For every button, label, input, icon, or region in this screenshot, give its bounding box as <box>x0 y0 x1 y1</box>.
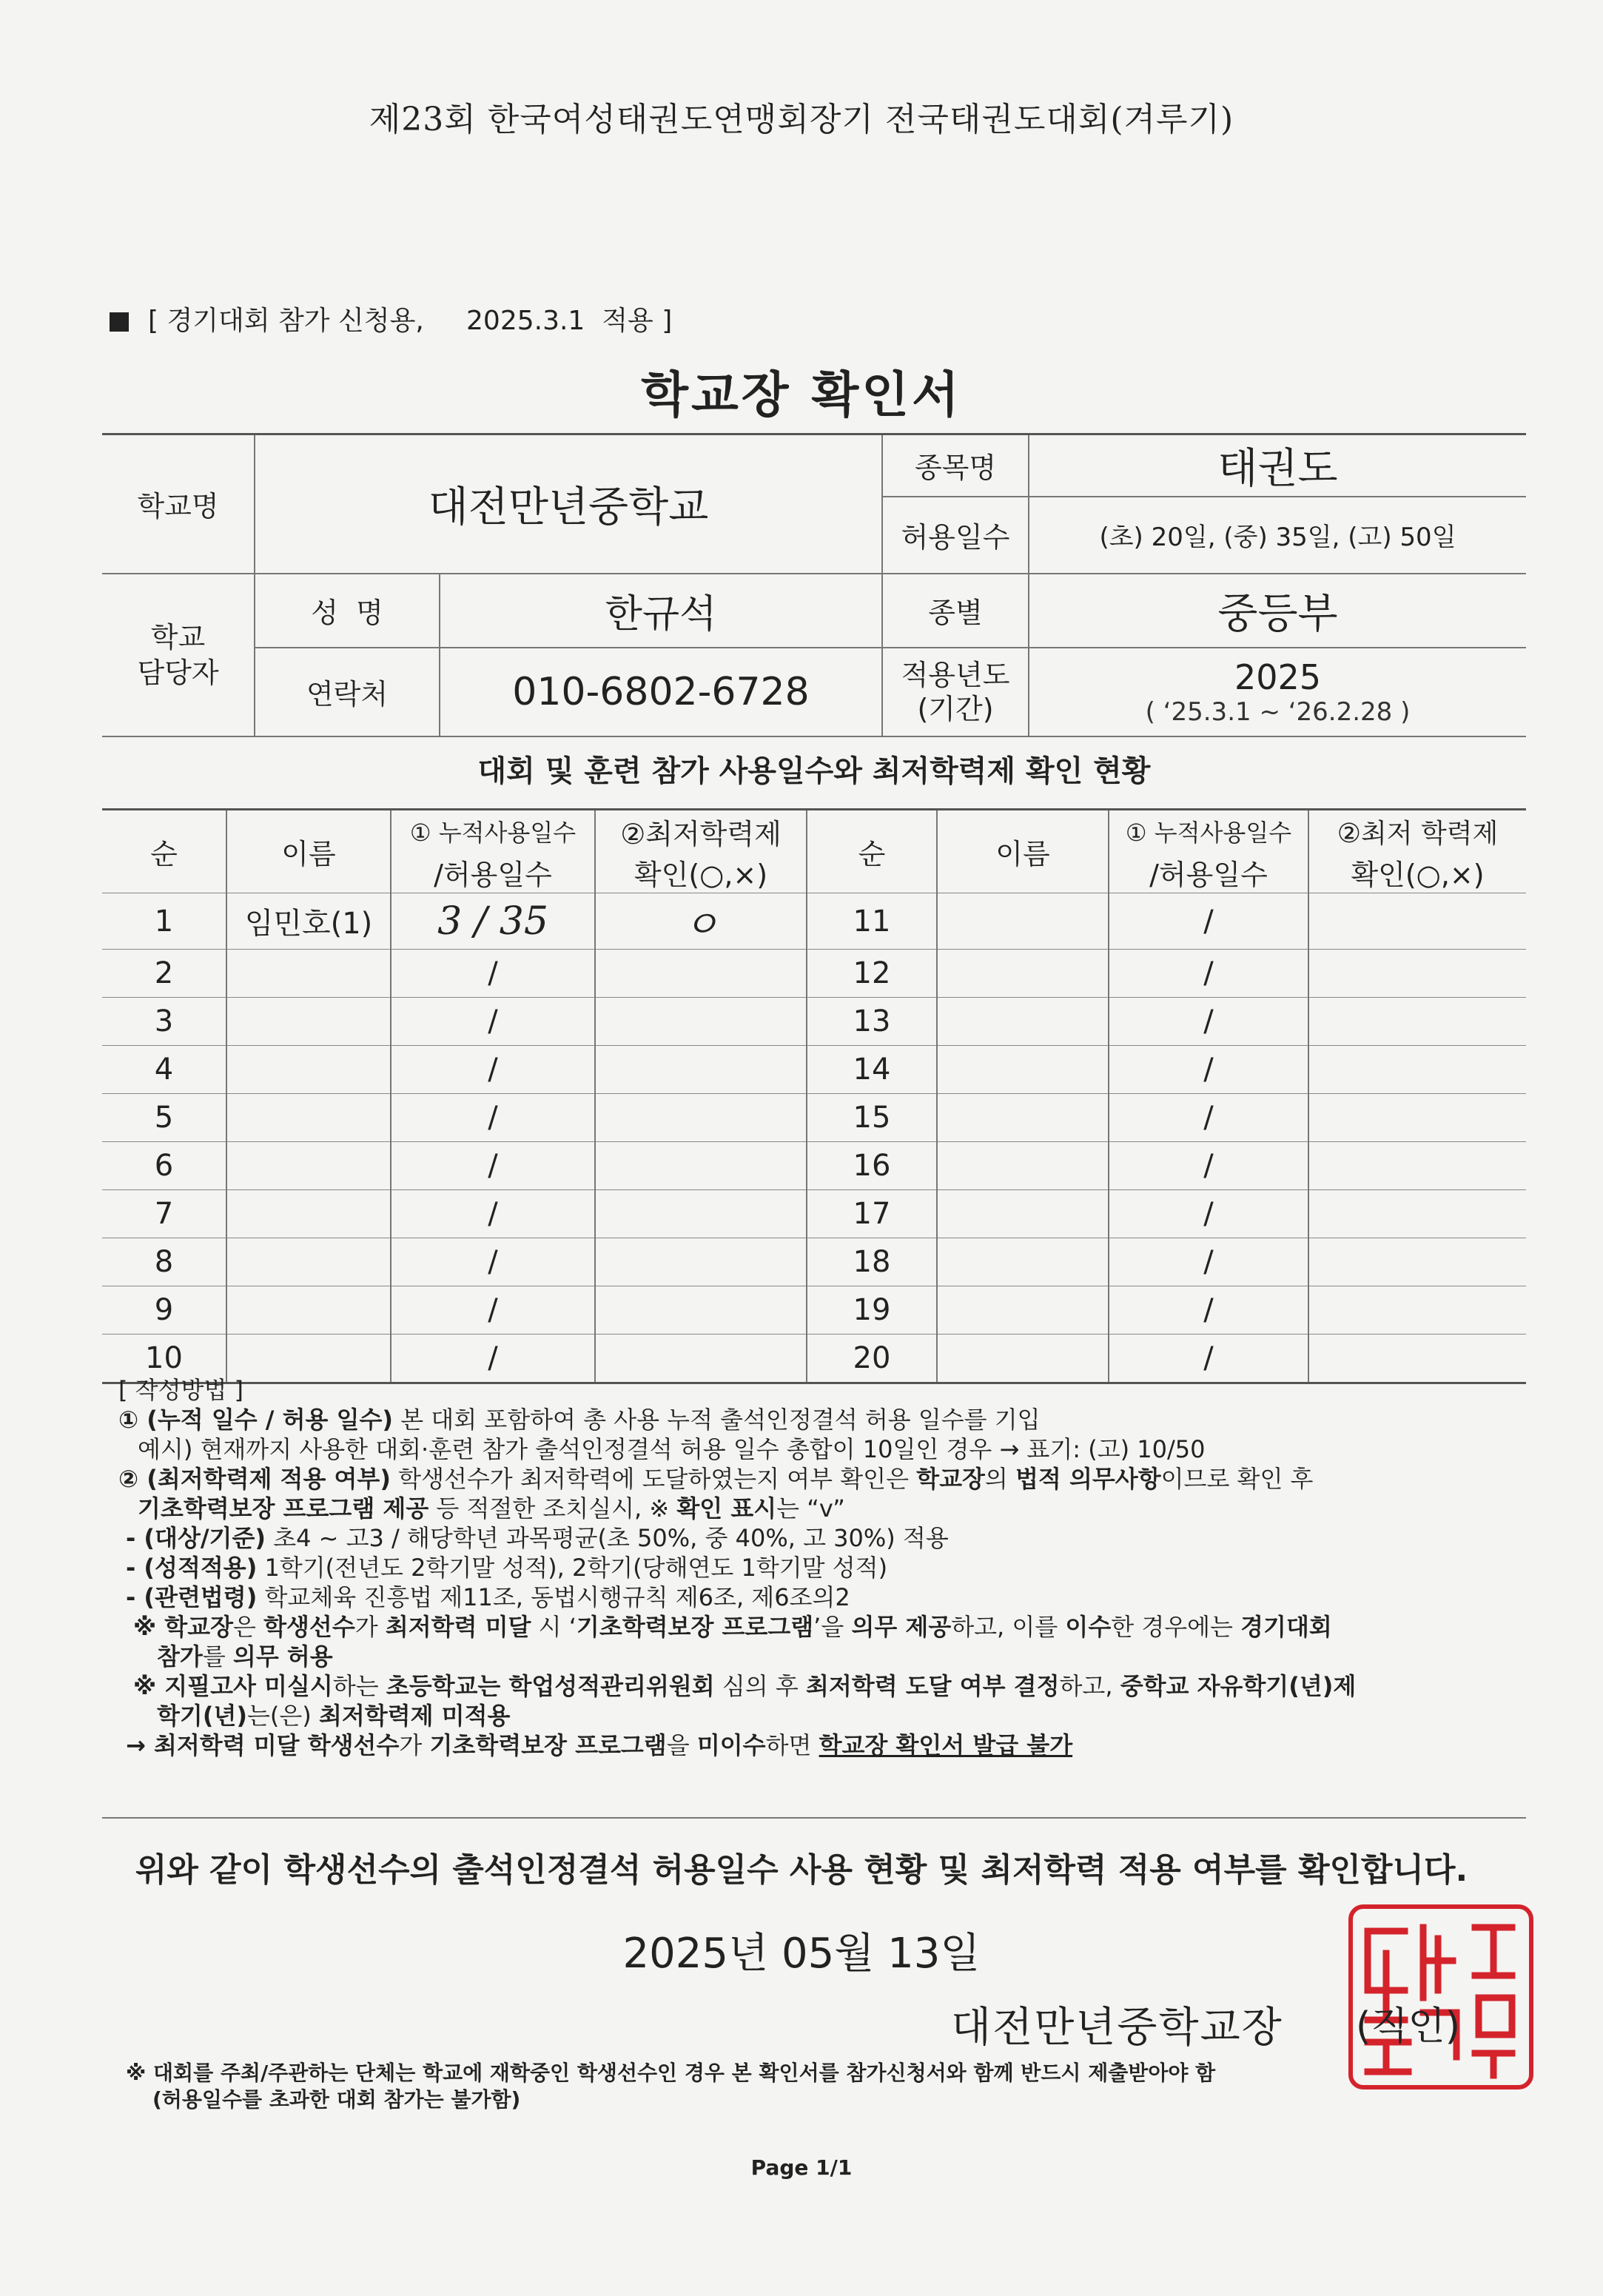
method-line-3: ② (최저학력제 적용 여부) 학생선수가 최저학력에 도달하였는지 여부 확인은 학교장의 법적 의무사항이므로 확인 후 <box>118 1465 1314 1493</box>
row-name <box>226 1190 391 1238</box>
row-days: / <box>391 1238 595 1286</box>
row-name <box>937 1238 1109 1286</box>
section-title: 대회 및 훈련 참가 사용일수와 최저학력제 확인 현황 <box>477 754 1151 788</box>
row-no: 6 <box>102 1142 226 1190</box>
row-days: / <box>391 1046 595 1094</box>
row-min-grade <box>1308 1238 1526 1286</box>
col-name-header: 이름 <box>226 810 391 893</box>
row-min-grade <box>595 1238 807 1286</box>
method-heading: [ 작성방법 ] <box>118 1376 243 1404</box>
row-name <box>226 1046 391 1094</box>
row-days: / <box>1109 950 1308 998</box>
row-no: 2 <box>102 950 226 998</box>
seal-label: (직인) <box>1356 2004 1461 2049</box>
confirmation-statement: 위와 같이 학생선수의 출석인정결석 허용일수 사용 현황 및 최저학력 적용 여부를 확인합니다. <box>135 1851 1468 1889</box>
row-min-grade <box>595 1286 807 1335</box>
row-days: / <box>1109 1238 1308 1286</box>
row-no: 16 <box>807 1142 937 1190</box>
row-name <box>937 893 1109 950</box>
row-no: 12 <box>807 950 937 998</box>
row-no: 8 <box>102 1238 226 1286</box>
phone-value: 010-6802-6728 <box>440 648 882 736</box>
sport-label: 종목명 <box>882 434 1029 497</box>
grid-body <box>102 893 1526 1383</box>
row-no: 7 <box>102 1190 226 1238</box>
row-no: 5 <box>102 1094 226 1142</box>
col-min-header-1-right: ②최저 학력제 <box>1308 810 1526 853</box>
row-min-grade <box>1308 893 1526 950</box>
table-row <box>102 1238 1526 1286</box>
col-days-header-2: /허용일수 <box>391 852 595 893</box>
row-days: / <box>1109 1190 1308 1238</box>
year-label: 적용년도 (기간) <box>882 648 1029 736</box>
row-days: / <box>1109 1335 1308 1383</box>
principal-name: 대전만년중학교장 <box>951 2004 1283 2052</box>
table-row <box>102 1190 1526 1238</box>
row-min-grade <box>595 1142 807 1190</box>
usage-grid-table <box>102 808 1526 1384</box>
row-no: 4 <box>102 1046 226 1094</box>
category-value: 중등부 <box>1029 574 1526 648</box>
event-title: 제23회 한국여성태권도연맹회장기 전국태권도대회(겨루기) <box>369 101 1234 138</box>
method-line-4: 기초학력보장 프로그램 제공 등 적절한 조치실시, ※ 확인 표시는 “v” <box>138 1494 845 1523</box>
row-min-grade <box>595 1190 807 1238</box>
row-min-grade <box>1308 1046 1526 1094</box>
row-name <box>937 1286 1109 1335</box>
category-label: 종별 <box>882 574 1029 648</box>
col-days-header-1-right: ① 누적사용일수 <box>1109 810 1308 853</box>
row-days: / <box>391 1286 595 1335</box>
row-days: / <box>391 1094 595 1142</box>
method-line-6: - (성적적용) 1학기(전년도 2학기말 성적), 2학기(당해연도 1학기말 성적) <box>126 1554 888 1582</box>
col-name-header-right: 이름 <box>937 810 1109 893</box>
row-no: 11 <box>807 893 937 950</box>
row-no: 10 <box>102 1335 226 1383</box>
document-title: 학교장 확인서 <box>641 366 962 423</box>
row-no: 20 <box>807 1335 937 1383</box>
allowed-days-value: (초) 20일, (중) 35일, (고) 50일 <box>1029 497 1526 574</box>
row-min-grade <box>1308 1142 1526 1190</box>
col-min-header-2: 확인(○,×) <box>595 852 807 893</box>
col-days-header-2-right: /허용일수 <box>1109 852 1308 893</box>
row-days: / <box>391 1142 595 1190</box>
row-name <box>937 998 1109 1046</box>
table-row <box>102 1094 1526 1142</box>
table-row <box>102 1286 1526 1335</box>
row-min-grade: ㅇ <box>595 893 807 950</box>
row-no: 13 <box>807 998 937 1046</box>
school-name-label: 학교명 <box>102 434 255 574</box>
footnote-line-2: (허용일수를 초과한 대회 참가는 불가함) <box>152 2087 521 2112</box>
row-name <box>226 998 391 1046</box>
table-row <box>102 998 1526 1046</box>
year-value: 2025 <box>1234 657 1322 697</box>
row-min-grade <box>595 1046 807 1094</box>
row-name <box>937 950 1109 998</box>
sport-value: 태권도 <box>1029 434 1526 497</box>
col-no-header-right: 순 <box>807 810 937 893</box>
method-line-12: → 최저학력 미달 학생선수가 기초학력보장 프로그램을 미이수하면 학교장 확인서 발급 불가 <box>126 1731 1073 1759</box>
table-row <box>102 950 1526 998</box>
row-name <box>226 1094 391 1142</box>
issue-date: 2025년 05월 13일 <box>622 1930 981 1978</box>
method-line-8: ※ 학교장은 학생선수가 최저학력 미달 시 ‘기초학력보장 프로그램’을 의무 제공하고, 이를 이수한 경우에는 경기대회 <box>133 1613 1332 1641</box>
row-name <box>226 950 391 998</box>
contact-person-label: 학교 담당자 <box>102 574 255 736</box>
row-days: 3 / 35 <box>391 893 595 950</box>
row-days: / <box>1109 998 1308 1046</box>
row-name <box>937 1046 1109 1094</box>
page-number: Page 1/1 <box>750 2155 853 2180</box>
table-row <box>102 1142 1526 1190</box>
row-days: / <box>391 1335 595 1383</box>
row-days: / <box>1109 1094 1308 1142</box>
col-no-header: 순 <box>102 810 226 893</box>
row-min-grade <box>1308 1286 1526 1335</box>
row-name <box>937 1094 1109 1142</box>
row-days: / <box>391 1190 595 1238</box>
row-no: 17 <box>807 1190 937 1238</box>
row-min-grade <box>1308 1190 1526 1238</box>
footnote <box>126 2060 1547 2113</box>
row-min-grade <box>595 1094 807 1142</box>
square-bullet-icon <box>110 312 129 332</box>
method-line-2: 예시) 현재까지 사용한 대회·훈련 참가 출석인정결석 허용 일수 총합이 10일인 경우 → 표기: (고) 10/50 <box>138 1435 1206 1463</box>
table-row <box>102 1046 1526 1094</box>
period-value: ( ‘25.3.1 ~ ‘26.2.28 ) <box>1145 696 1411 727</box>
school-info-table <box>102 433 1526 737</box>
row-days: / <box>1109 1142 1308 1190</box>
row-no: 15 <box>807 1094 937 1142</box>
col-days-header-1: ① 누적사용일수 <box>391 810 595 853</box>
phone-label: 연락처 <box>255 648 440 736</box>
col-min-header-2-right: 확인(○,×) <box>1308 852 1526 893</box>
row-no: 9 <box>102 1286 226 1335</box>
row-days: / <box>1109 893 1308 950</box>
row-name <box>937 1190 1109 1238</box>
row-min-grade <box>1308 998 1526 1046</box>
row-days: / <box>1109 1286 1308 1335</box>
row-min-grade <box>595 950 807 998</box>
row-min-grade <box>1308 950 1526 998</box>
school-name-value: 대전만년중학교 <box>255 434 882 574</box>
row-name <box>226 1142 391 1190</box>
name-label: 성 명 <box>255 574 440 648</box>
method-line-7: - (관련법령) 학교체육 진흥법 제11조, 동법시행규칙 제6조, 제6조의2 <box>126 1583 850 1611</box>
method-line-11: 학기(년)는(은) 최저학력제 미적용 <box>157 1702 511 1730</box>
row-days: / <box>391 950 595 998</box>
row-name: 임민호(1) <box>226 893 391 950</box>
usage-tag <box>110 300 672 338</box>
year-cell <box>1029 648 1526 736</box>
row-min-grade <box>595 998 807 1046</box>
row-days: / <box>1109 1046 1308 1094</box>
allowed-days-label: 허용일수 <box>882 497 1029 574</box>
row-name <box>226 1286 391 1335</box>
col-min-header-1: ②최저학력제 <box>595 810 807 853</box>
row-no: 3 <box>102 998 226 1046</box>
row-name <box>226 1238 391 1286</box>
row-no: 18 <box>807 1238 937 1286</box>
table-row <box>102 893 1526 950</box>
method-line-5: - (대상/기준) 초4 ~ 고3 / 해당학년 과목평균(초 50%, 중 40%, 고 30%) 적용 <box>126 1524 949 1552</box>
row-name <box>937 1142 1109 1190</box>
row-min-grade <box>1308 1094 1526 1142</box>
row-no: 1 <box>102 893 226 950</box>
divider-line <box>102 1817 1526 1819</box>
row-no: 14 <box>807 1046 937 1094</box>
row-days: / <box>391 998 595 1046</box>
method-line-9: 참가를 의무 허용 <box>157 1642 333 1671</box>
method-line-10: ※ 지필고사 미실시하는 초등학교는 학업성적관리위원회 심의 후 최저학력 도달 여부 결정하고, 중학교 자유학기(년)제 <box>133 1672 1357 1700</box>
writing-method <box>118 1375 1525 1760</box>
row-no: 19 <box>807 1286 937 1335</box>
name-value: 한규석 <box>440 574 882 648</box>
method-line-1: ① (누적 일수 / 허용 일수) 본 대회 포함하여 총 사용 누적 출석인정결석 허용 일수를 기입 <box>118 1406 1041 1434</box>
usage-tag-text: [ 경기대회 참가 신청용, 2025.3.1 적용 ] <box>148 306 673 336</box>
footnote-line-1: ※ 대회를 주최/주관하는 단체는 학교에 재학중인 학생선수인 경우 본 확인서를 참가신청서와 함께 반드시 제출받아야 함 <box>126 2061 1216 2085</box>
